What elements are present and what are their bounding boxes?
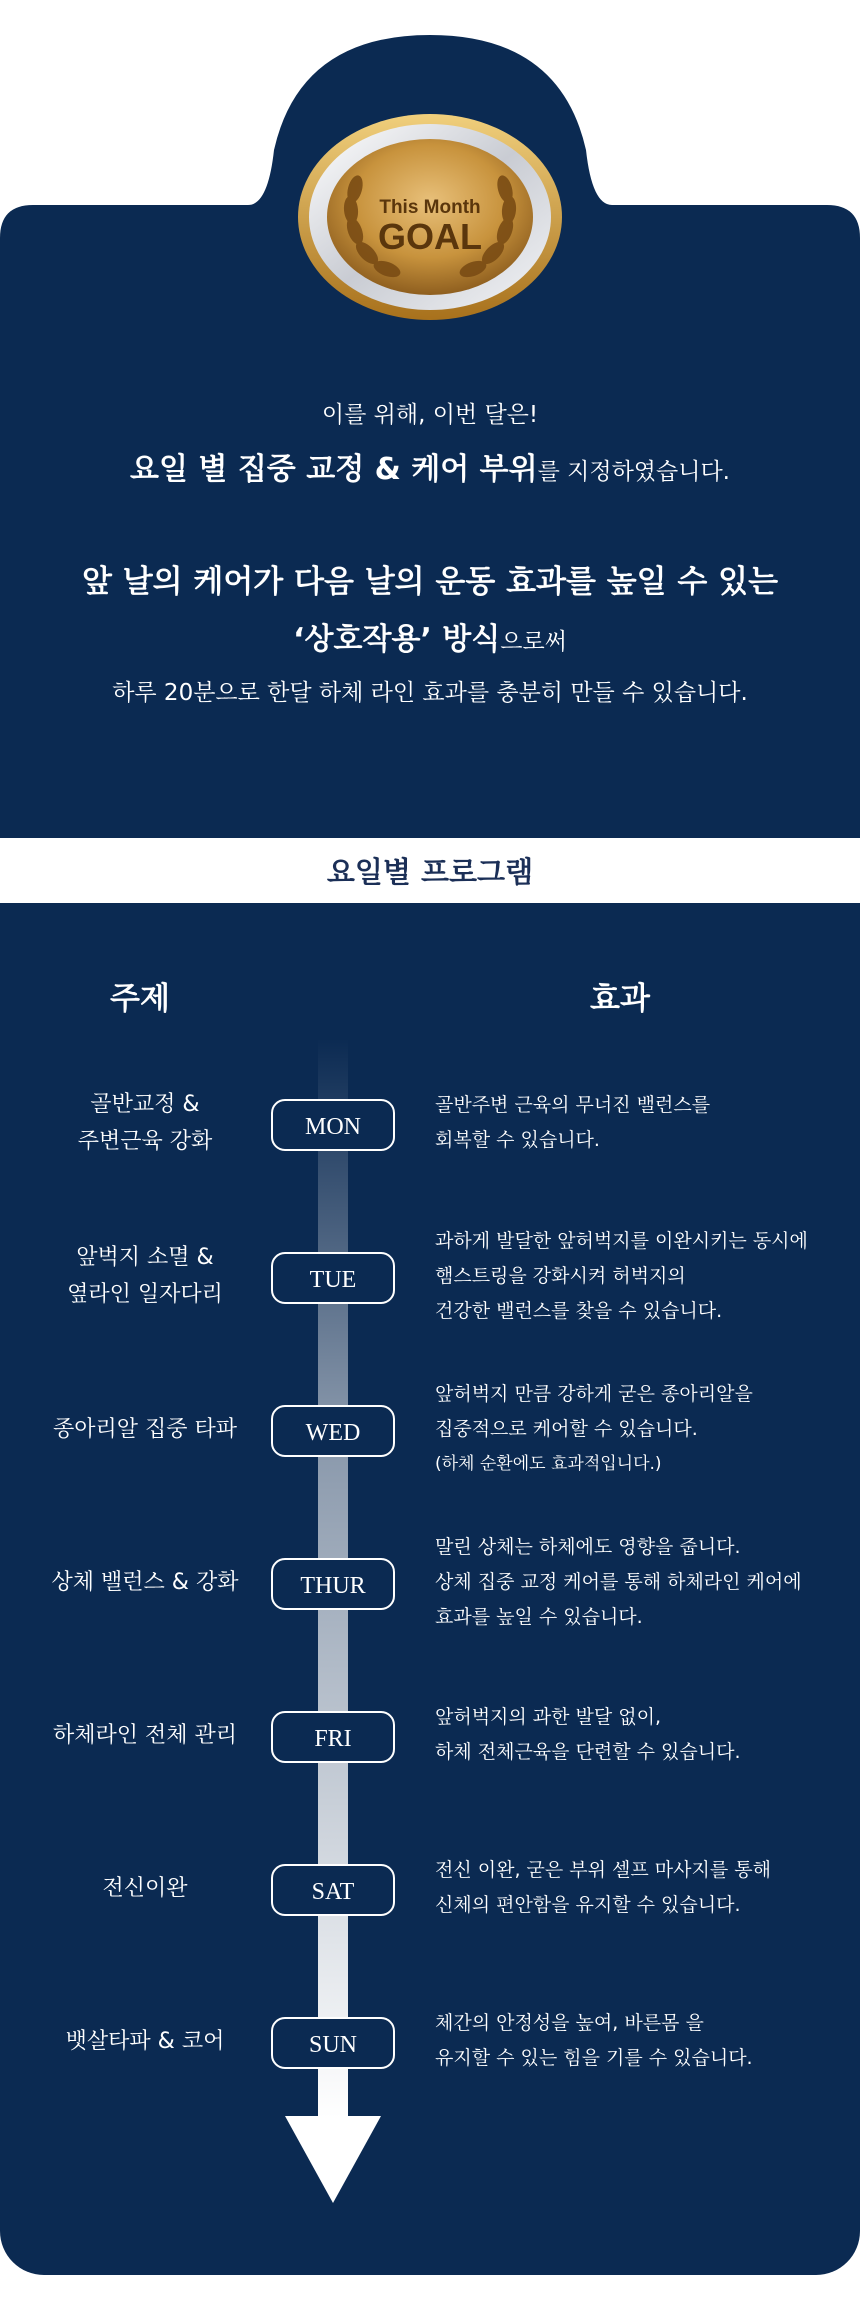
row-theme [0, 1522, 290, 1642]
day-label-wed: WED [271, 1405, 395, 1457]
goal-card [0, 0, 860, 838]
row-effect-line: 과하게 발달한 앞허벅지를 이완시키는 동시에 [435, 1229, 808, 1252]
intro-line-5: 하루 20분으로 한달 하체 라인 효과를 충분히 만들 수 있습니다. [112, 680, 748, 706]
row-theme [0, 1216, 290, 1336]
row-theme-line: 옆라인 일자다리 [67, 1282, 223, 1307]
intro-line-3: 앞 날의 케어가 다음 날의 운동 효과를 높일 수 있는 [81, 564, 779, 600]
row-theme [0, 1981, 290, 2101]
theme-header: 주제 [110, 981, 170, 1017]
weekly-program-card [0, 903, 860, 2275]
intro-line-2-bold: 요일 별 집중 교정 & 케어 부위 [130, 452, 538, 487]
row-effect-line: 체간의 안정성을 높여, 바른몸 을 [435, 2012, 704, 2034]
day-label-tue: TUE [271, 1252, 395, 1304]
intro-line-4-bold: ‘상호작용’ 방식 [293, 622, 501, 657]
row-effect-line: 신체의 편안함을 유지할 수 있습니다. [435, 1894, 741, 1916]
row-effect [435, 1522, 850, 1642]
row-theme-line: 전신이완 [102, 1875, 188, 1901]
row-effect-line: 회복할 수 있습니다. [435, 1129, 600, 1151]
intro-line-1: 이를 위해, 이번 달은! [321, 402, 539, 428]
effect-header: 효과 [590, 981, 650, 1017]
row-effect-line: 앞허벅지의 과한 발달 없이, [435, 1706, 662, 1728]
program-row [0, 1063, 860, 1183]
row-effect-line: 전신 이완, 굳은 부위 셀프 마사지를 통해 [435, 1859, 771, 1881]
row-theme-line: 종아리알 집중 타파 [52, 1416, 237, 1442]
row-effect-line: 말린 상체는 하체에도 영향을 줍니다. [435, 1535, 741, 1558]
program-row [0, 1675, 860, 1795]
row-effect [435, 1981, 850, 2101]
row-effect-line: 하체 전체근육을 단련할 수 있습니다. [435, 1741, 741, 1763]
row-theme [0, 1063, 290, 1183]
intro-line-4 [0, 620, 860, 662]
row-theme [0, 1675, 290, 1795]
program-row [0, 1522, 860, 1642]
row-theme-line: 하체라인 전체 관리 [52, 1722, 237, 1748]
row-effect-line: 상체 집중 교정 케어를 통해 하체라인 케어에 [435, 1570, 802, 1593]
program-row [0, 1981, 860, 2101]
day-label-sun: SUN [271, 2017, 395, 2069]
row-theme-line: 주변근육 강화 [77, 1129, 213, 1154]
day-label-thur: THUR [271, 1558, 395, 1610]
row-effect-note: (하체 순환에도 효과적입니다.) [435, 1453, 662, 1474]
row-effect [435, 1063, 850, 1183]
program-row [0, 1828, 860, 1948]
row-effect [435, 1369, 850, 1489]
row-theme-line: 상체 밸런스 & 강화 [51, 1569, 239, 1595]
intro-line-2-rest: 를 지정하였습니다. [537, 459, 730, 485]
row-theme-line: 뱃살타파 & 코어 [65, 2028, 225, 2054]
day-label-sat: SAT [271, 1864, 395, 1916]
badge-line-1: This Month [379, 197, 481, 218]
intro-line-4-rest: 으로써 [500, 629, 567, 655]
day-label-mon: MON [271, 1099, 395, 1151]
day-label-fri: FRI [271, 1711, 395, 1763]
row-theme [0, 1828, 290, 1948]
row-effect-line: 햄스트링을 강화시켜 허벅지의 [435, 1264, 686, 1287]
this-month-goal-badge [295, 113, 565, 325]
program-row [0, 1369, 860, 1489]
row-effect [435, 1675, 850, 1795]
row-effect-line: 건강한 밸런스를 찾을 수 있습니다. [435, 1299, 723, 1322]
program-title: 요일별 프로그램 [326, 855, 534, 889]
laurel-wreath-icon [295, 113, 565, 325]
badge-line-2: GOAL [378, 216, 482, 257]
row-effect-line: 효과를 높일 수 있습니다. [435, 1605, 643, 1628]
row-effect-line: 앞허벅지 만큼 강하게 굳은 종아리알을 [435, 1382, 753, 1405]
row-theme-line: 앞벅지 소멸 & [76, 1245, 214, 1270]
row-effect [435, 1216, 850, 1336]
program-row [0, 1216, 860, 1336]
row-theme-line: 골반교정 & [90, 1092, 200, 1117]
row-effect [435, 1828, 850, 1948]
intro-line-2 [0, 452, 860, 490]
row-effect-line: 골반주변 근육의 무너진 밸런스를 [435, 1094, 711, 1116]
row-theme [0, 1369, 290, 1489]
row-effect-line: 유지할 수 있는 힘을 기를 수 있습니다. [435, 2047, 753, 2069]
row-effect-line: 집중적으로 케어할 수 있습니다. [435, 1417, 698, 1440]
